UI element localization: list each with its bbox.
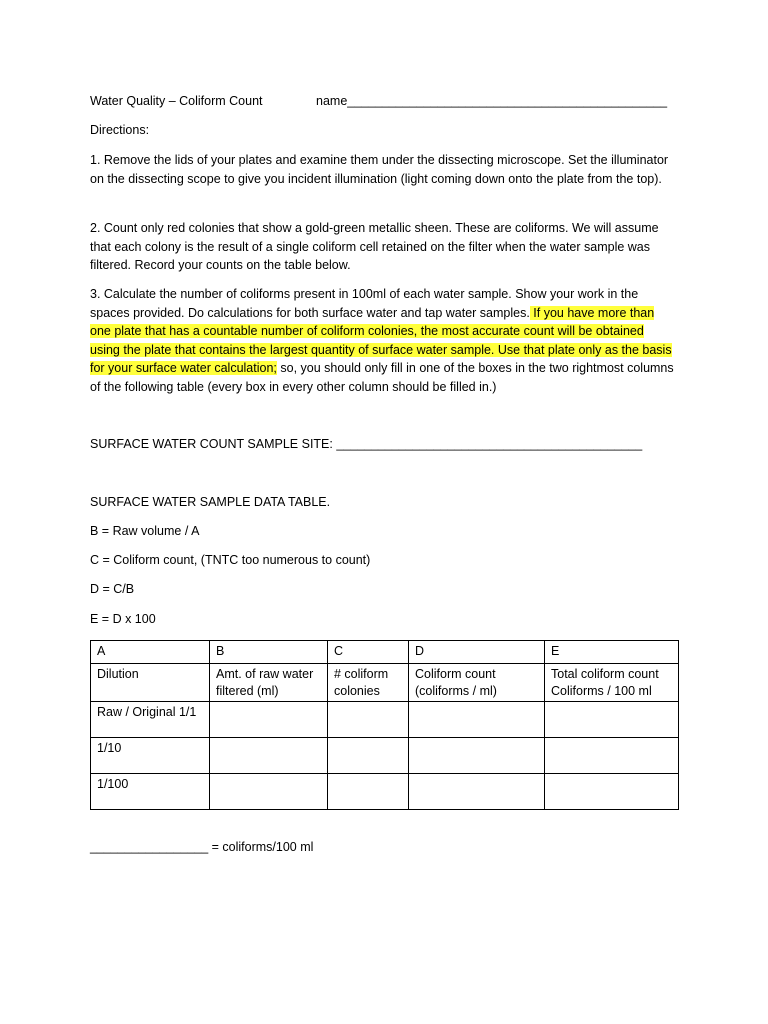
name-field-label: name______________________________________________ (316, 94, 668, 108)
blank-entry-cell[interactable] (328, 738, 409, 774)
table-header-row (91, 664, 679, 702)
dilution-cell: Raw / Original 1/1 (91, 702, 210, 738)
blank-entry-cell[interactable] (409, 702, 545, 738)
table-row (91, 702, 679, 738)
formula-b: B = Raw volume / A (90, 524, 200, 538)
header-coliform-count: Coliform count (coliforms / ml) (409, 664, 545, 702)
data-table-title: SURFACE WATER SAMPLE DATA TABLE. (90, 495, 331, 509)
header-dilution: Dilution (91, 664, 210, 702)
blank-entry-cell[interactable] (545, 774, 679, 810)
step-3-highlighted-note: If you have more than one plate that has a countable number of coliform colonies, the most accurate count will be obtained using the plate that contains the largest quantity of surface water sample. Use that plate only as the basis for your surface water calculation; (90, 305, 672, 376)
blank-entry-cell[interactable] (210, 702, 328, 738)
step-3-intro: 3. Calculate the number of coliforms present in 100ml of each water sample. Show your work in the spaces provided. Do calculations for both surface water and tap water samples. (90, 287, 639, 320)
column-letter-c: C (328, 641, 409, 664)
table-letter-row (91, 641, 679, 664)
dilution-cell: 1/100 (91, 774, 210, 810)
formula-c: C = Coliform count, (TNTC too numerous to count) (90, 553, 371, 567)
column-letter-a: A (91, 641, 210, 664)
table-row (91, 738, 679, 774)
dilution-cell: 1/10 (91, 738, 210, 774)
blank-entry-cell[interactable] (409, 738, 545, 774)
column-letter-e: E (545, 641, 679, 664)
table-row (91, 774, 679, 810)
blank-entry-cell[interactable] (210, 774, 328, 810)
direction-step-2: 2. Count only red colonies that show a gold-green metallic sheen. These are coliforms. We will assume that each colony is the result of a single coliform cell retained on the filter when the water sample was filtered. Record your counts on the table below. (90, 221, 659, 273)
sample-site-line: SURFACE WATER COUNT SAMPLE SITE: ____________________________________________ (90, 437, 643, 451)
header-raw-water-amount: Amt. of raw water filtered (ml) (210, 664, 328, 702)
direction-step-3 (90, 285, 675, 397)
result-line: _________________ = coliforms/100 ml (90, 840, 314, 854)
formula-d: D = C/B (90, 582, 135, 596)
column-letter-b: B (210, 641, 328, 664)
header-total-coliform-count: Total coliform count Coliforms / 100 ml (545, 664, 679, 702)
blank-entry-cell[interactable] (409, 774, 545, 810)
header-coliform-colonies: # coliform colonies (328, 664, 409, 702)
directions-heading: Directions: (90, 123, 150, 137)
blank-entry-cell[interactable] (545, 738, 679, 774)
column-letter-d: D (409, 641, 545, 664)
blank-entry-cell[interactable] (328, 702, 409, 738)
blank-entry-cell[interactable] (210, 738, 328, 774)
title-text: Water Quality – Coliform Count (90, 94, 263, 108)
blank-entry-cell[interactable] (545, 702, 679, 738)
formula-e: E = D x 100 (90, 612, 156, 626)
direction-step-1: 1. Remove the lids of your plates and examine them under the dissecting microscope. Set the illuminator on the dissecting scope to give you incident illumination (light coming down onto the plate from the top). (90, 153, 669, 186)
surface-water-data-table (90, 640, 679, 810)
blank-entry-cell[interactable] (328, 774, 409, 810)
step-3-outro: so, you should only fill in one of the boxes in the two rightmost columns of the following table (every box in every other column should be filled in.) (90, 361, 674, 394)
worksheet-title (90, 94, 263, 108)
